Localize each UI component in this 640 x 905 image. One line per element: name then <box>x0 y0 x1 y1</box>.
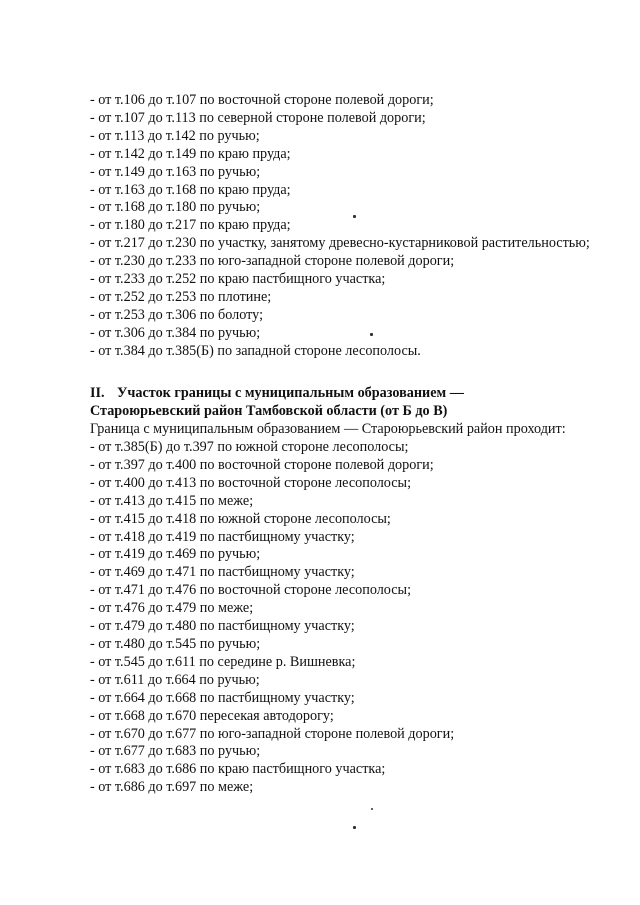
list-item: - от т.113 до т.142 по ручью; <box>90 127 260 144</box>
list-item: - от т.253 до т.306 по болоту; <box>90 306 264 323</box>
list-item: - от т.677 до т.683 по ручью; <box>90 743 261 760</box>
list-item: - от т.252 до т.253 по плотине; <box>90 288 272 305</box>
list-item: - от т.180 до т.217 по краю пруда; <box>90 217 291 234</box>
list-item: - от т.664 до т.668 по пастбищному участку; <box>90 689 355 706</box>
section-number: II. <box>90 385 105 401</box>
section-title-line-2: Староюрьевский район Тамбовской области (от Б до В) <box>90 402 448 419</box>
list-item: - от т.106 до т.107 по восточной стороне полевой дороги; <box>90 92 434 108</box>
list-item: - от т.469 до т.471 по пастбищному участку; <box>90 564 355 581</box>
section-intro: Граница с муниципальным образованием — Староюрьевский район проходит: <box>90 421 566 437</box>
list-item: - от т.397 до т.400 по восточной стороне полевой дороги; <box>90 456 434 473</box>
list-item: - от т.419 до т.469 по ручью; <box>90 546 261 563</box>
list-item: - от т.233 до т.252 по краю пастбищного участка; <box>90 271 386 288</box>
list-item: - от т.668 до т.670 пересекая автодорогу; <box>90 707 334 724</box>
list-item: - от т.413 до т.415 по меже; <box>90 492 254 509</box>
list-item: - от т.471 до т.476 по восточной стороне лесополосы; <box>90 582 412 599</box>
list-item: - от т.230 до т.233 по юго-западной стороне полевой дороги; <box>90 253 455 270</box>
scan-speck <box>370 333 373 336</box>
list-item: - от т.479 до т.480 по пастбищному участку; <box>90 618 355 635</box>
boundary-list-section-2 <box>90 439 610 797</box>
list-item: - от т.163 до т.168 по краю пруда; <box>90 181 291 198</box>
list-item: - от т.385(Б) до т.397 по южной стороне лесополосы; <box>90 439 409 455</box>
list-item: - от т.670 до т.677 по юго-западной стороне полевой дороги; <box>90 725 455 742</box>
scan-speck <box>371 808 373 810</box>
section-heading <box>90 385 610 421</box>
list-item: - от т.142 до т.149 по краю пруда; <box>90 145 291 162</box>
list-item: - от т.611 до т.664 по ручью; <box>90 671 260 688</box>
list-item: - от т.168 до т.180 по ручью; <box>90 199 261 216</box>
list-item: - от т.418 до т.419 по пастбищному участку; <box>90 528 355 545</box>
list-item: - от т.480 до т.545 по ручью; <box>90 635 261 652</box>
list-item: - от т.686 до т.697 по меже; <box>90 779 254 796</box>
list-item: - от т.384 до т.385(Б) по западной стороне лесополосы. <box>90 342 421 359</box>
list-item: - от т.415 до т.418 по южной стороне лесополосы; <box>90 510 391 527</box>
list-item: - от т.149 до т.163 по ручью; <box>90 163 261 180</box>
section-title-line-1: Участок границы с муниципальным образованием — <box>117 385 464 401</box>
list-item: - от т.107 до т.113 по северной стороне полевой дороги; <box>90 109 426 126</box>
boundary-list-section-1 <box>90 92 610 361</box>
list-item: - от т.545 до т.611 по середине р. Вишневка; <box>90 653 356 670</box>
scan-speck <box>353 826 356 829</box>
list-item: - от т.683 до т.686 по краю пастбищного участка; <box>90 761 386 778</box>
list-item: - от т.217 до т.230 по участку, занятому древесно-кустарниковой растительностью; <box>90 235 590 252</box>
list-item: - от т.306 до т.384 по ручью; <box>90 324 261 341</box>
list-item: - от т.400 до т.413 по восточной стороне лесополосы; <box>90 474 412 491</box>
list-item: - от т.476 до т.479 по меже; <box>90 600 254 617</box>
scan-speck <box>353 215 356 218</box>
